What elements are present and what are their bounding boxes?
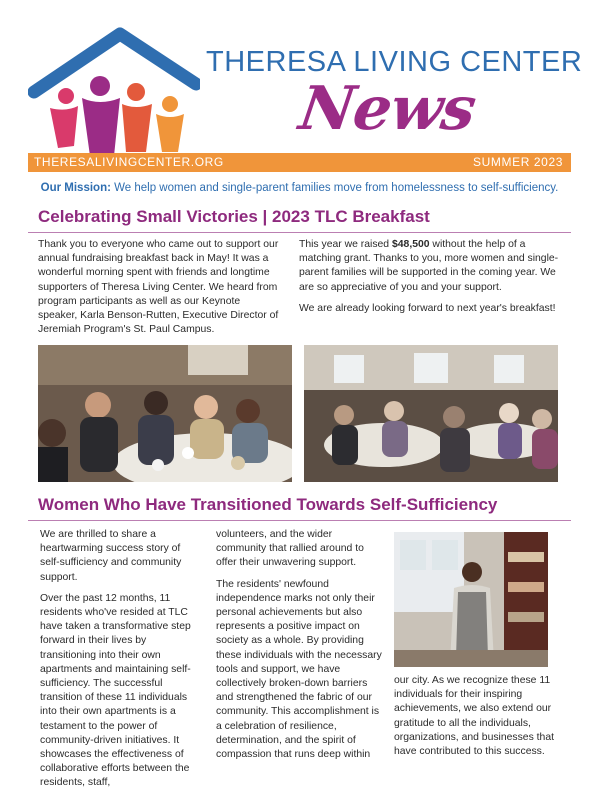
edition-label: SUMMER 2023 bbox=[473, 155, 563, 169]
success-story-intro: We are thrilled to share a heartwarming success story of self-sufficiency and community support. bbox=[40, 529, 182, 583]
section-divider bbox=[28, 232, 571, 233]
next-year-paragraph: We are already looking forward to next year's breakfast! bbox=[299, 302, 556, 314]
breakfast-right-column bbox=[299, 238, 561, 323]
mission-text: We help women and single-parent families move from homelessness to self-sufficiency. bbox=[110, 182, 559, 194]
tlc-logo bbox=[28, 26, 200, 160]
independence-paragraph: The residents' newfound independence marks not only their personal achievements but also represents a positive impact on society as a whole. By providing these individuals with the necessary tools and support, we have collectively broken-down barriers and strengthened the fabric of our community. This accomplishment is a celebration of resilience, determination, and the spirit of compassion that runs deep within bbox=[216, 578, 382, 761]
resident-photo bbox=[394, 532, 548, 667]
transition-column-1 bbox=[40, 528, 200, 798]
newsletter-title: News bbox=[295, 74, 480, 144]
transition-column-3 bbox=[394, 674, 556, 766]
breakfast-photo-room bbox=[304, 345, 558, 482]
mission-statement bbox=[28, 182, 571, 194]
mission-label: Our Mission: bbox=[40, 182, 111, 194]
header-banner bbox=[28, 153, 571, 172]
breakfast-thanks-paragraph: Thank you to everyone who came out to support our annual fundraising breakfast back in May! It was a wonderful morning spent with friends and longtime supporters of Theresa Living Center. We heard from program participants as well as our Keynote speaker, Karla Benson-Rutten, Executive Director of Jeremiah Program's St. Paul Campus. bbox=[38, 239, 279, 336]
transition-column-2 bbox=[216, 528, 382, 769]
section-title-self-sufficiency: Women Who Have Transitioned Towards Self-Sufficiency bbox=[38, 495, 498, 514]
transition-paragraph: Over the past 12 months, 11 residents who've resided at TLC have taken a transformative step forward in their lives by transitioning into their own apartments and maintaining self-sufficiency. The successful transition of these 11 individuals into their own apartments is a testament to the power of community-driven initiatives. It showcases the effectiveness of collaborative efforts between the residents, staff, bbox=[40, 592, 191, 789]
website-link[interactable]: THERESALIVINGCENTER.ORG bbox=[34, 155, 224, 169]
community-support-paragraph: volunteers, and the wider community that rallied around to offer their unwavering support. bbox=[216, 529, 364, 569]
section-title-breakfast: Celebrating Small Victories | 2023 TLC Breakfast bbox=[38, 207, 430, 226]
breakfast-photo-guests bbox=[38, 345, 292, 482]
fundraising-paragraph: This year we raised $48,500 without the help of a matching grant. Thanks to you, more women and single-parent families will be supported in the coming year. We are so appreciative of you and your support. bbox=[299, 239, 559, 293]
amount-raised: $48,500 bbox=[391, 239, 430, 250]
section-divider bbox=[28, 520, 571, 521]
breakfast-left-column bbox=[38, 238, 282, 344]
organization-name: THERESA LIVING CENTER bbox=[206, 46, 583, 78]
gratitude-paragraph: our city. As we recognize these 11 individuals for their inspiring achievements, we also extend our gratitude to all the individuals, organizations, and businesses that have contributed to this success. bbox=[394, 675, 555, 758]
